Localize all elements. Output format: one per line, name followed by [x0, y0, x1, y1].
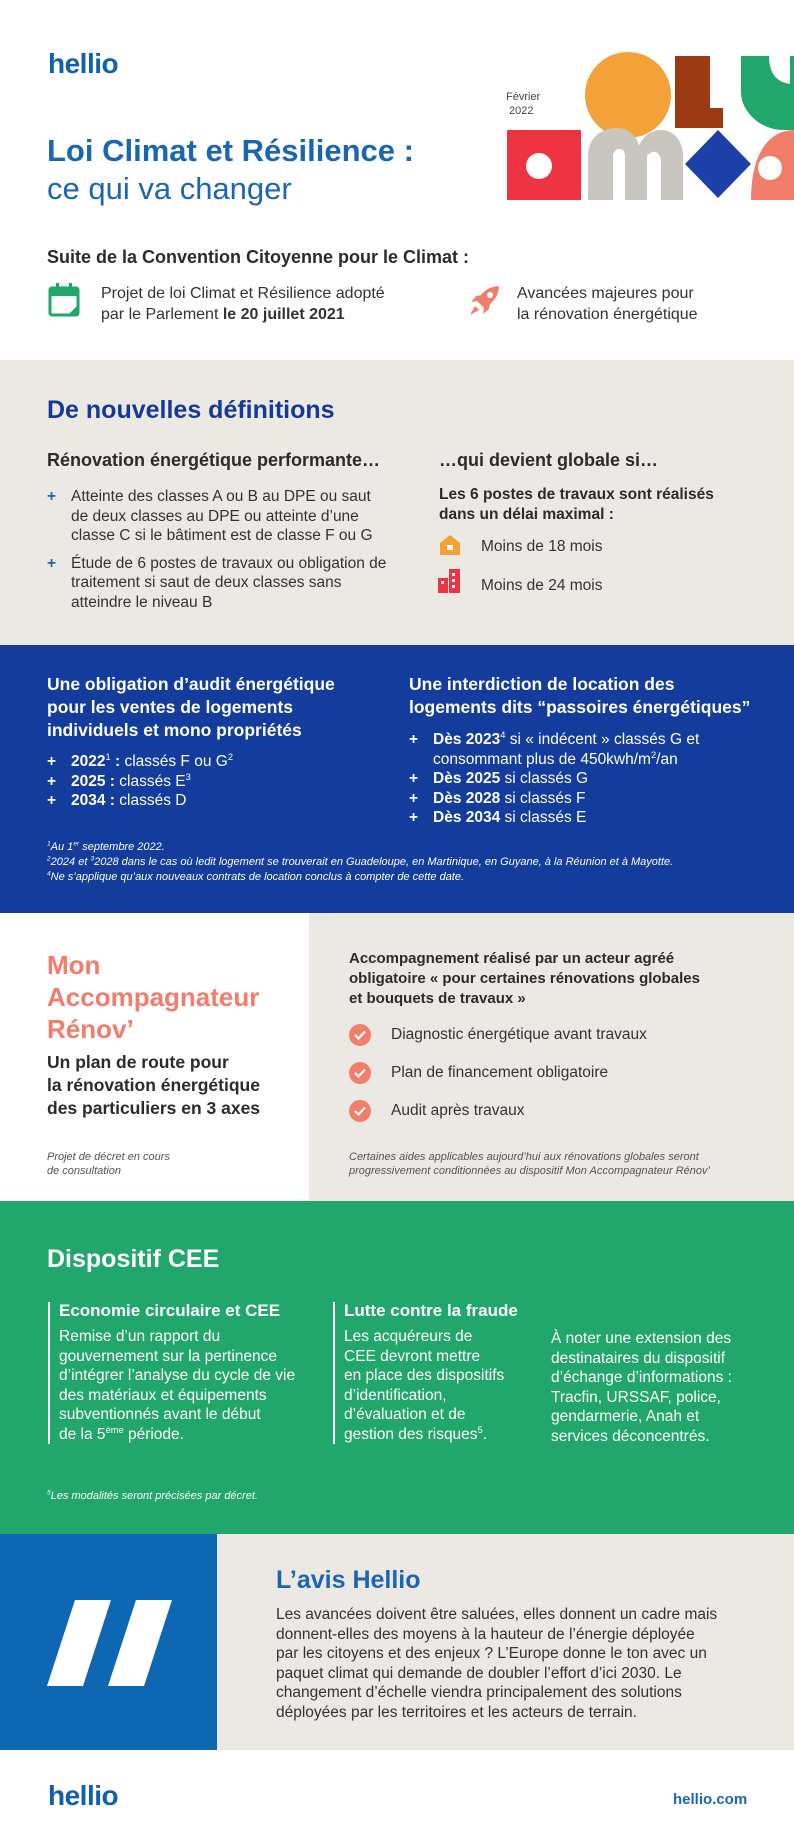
list-item: + $2022^1$ : classés F ou $G^2$	[47, 752, 233, 772]
audit-section	[0, 645, 794, 913]
intro-item2-line2: la rénovation énergétique	[517, 306, 698, 323]
check-icon	[349, 1062, 371, 1084]
quote-mark-icon	[47, 1600, 172, 1686]
white-dot-shape	[526, 153, 552, 179]
avis-section	[217, 1534, 794, 1750]
cee-col1-text: Remise d’un rapport du gouvernement sur la pertinence d’intégrer l’analyse du cycle de vie des matériaux et équipements subventionnés avant le début de la 5ème période.	[59, 1328, 296, 1443]
check-item: Audit après travaux	[349, 1092, 647, 1130]
list-item: + Étude de 6 postes de travaux ou obligation de traitement si saut de deux classes sans atteindre le niveau B	[47, 554, 387, 613]
option-24-months: Moins de 24 mois	[481, 577, 603, 594]
cee-col2-heading: Lutte contre la fraude	[344, 1301, 518, 1320]
house-icon	[439, 534, 461, 556]
website-link[interactable]: hellio.com	[673, 1791, 748, 1808]
cee-col-circular	[59, 1301, 319, 1444]
audit-footnotes	[47, 840, 673, 885]
check-icon	[349, 1100, 371, 1122]
accompagnateur-left	[0, 913, 309, 1201]
geometric-shapes-illustration	[505, 52, 794, 202]
cee-col1-heading: Economie circulaire et CEE	[59, 1301, 281, 1320]
intro-item-adoption	[101, 283, 385, 325]
intro-item-renovation	[517, 283, 698, 325]
page-title: Loi Climat et Résilience :	[47, 133, 414, 168]
green-v-shape	[741, 56, 794, 130]
check-item: Plan de financement obligatoire	[349, 1054, 647, 1092]
brown-l-shape	[675, 56, 723, 128]
calendar-icon	[48, 283, 82, 319]
cee-divider-1	[48, 1302, 50, 1444]
cee-footnote: $^5$Les modalités seront précisées par décret.	[47, 1489, 258, 1502]
white-dot-shape-2	[758, 156, 782, 180]
list-item: + 2025 : classés $E^3$	[47, 772, 233, 792]
footnote-4: $^4$Ne s’applique qu’aux nouveaux contrats de location conclus à compter de cette date.	[47, 870, 465, 883]
rocket-icon	[468, 284, 502, 318]
page-subtitle: ce qui va changer	[47, 171, 292, 206]
avis-quote-panel	[0, 1534, 217, 1750]
intro-item1-line2: par le Parlement le 20 juillet 2021	[101, 306, 345, 323]
option-18-months: Moins de 18 mois	[481, 538, 603, 555]
cee-col-fraud	[344, 1301, 544, 1444]
cee-col2-text: Les acquéreurs de CEE devront mettre en place des dispositifs d’identification, d’évaluation et de gestion des risques$^5$.	[344, 1328, 505, 1443]
definitions-left-heading: Rénovation énergétique performante…	[47, 450, 381, 470]
accompagnateur-subtitle: Un plan de route pour la rénovation énergétique des particuliers en 3 axes	[47, 1052, 261, 1118]
intro-item1-line1: Projet de loi Climat et Résilience adopté	[101, 285, 385, 302]
avis-text: Les avancées doivent être saluées, elles donnent un cadre mais donnent-elles des moyens à la hauteur de l’énergie déployée par les citoyens et des enjeux ? L’Europe donne le ton avec un paquet climat qui demande de doubler l’effort d’ici 2030. Le changement d’échelle viendra principalement des solutions déployées par les territoires et les acteurs de terrain.	[276, 1606, 718, 1721]
definitions-left-list	[47, 487, 387, 620]
definitions-right-intro: Les 6 postes de travaux sont réalisés dans un délai maximal :	[439, 486, 714, 523]
accompagnateur-note: Projet de décret en cours de consultation	[47, 1151, 170, 1177]
footnote-2: $^2$2024 et $^3$2028 dans le cas où ledit logement se trouverait en Guadeloupe, en Martinique, en Guyane, à la Réunion et à Mayotte.	[47, 855, 674, 868]
audit-left-heading: Une obligation d’audit énergétique pour les ventes de logements individuels et mono propriétés	[47, 674, 335, 740]
orange-circle-shape	[585, 52, 671, 138]
date-month: Février	[506, 91, 541, 103]
blue-diamond-shape	[685, 130, 751, 198]
intro-item2-line1: Avancées majeures pour	[517, 285, 694, 302]
list-item: + Dès 2034 si classés E	[409, 808, 699, 828]
definitions-section	[0, 360, 794, 645]
accompagnateur-right-note: Certaines aides applicables aujourd’hui aux rénovations globales seront progressivement conditionnées au dispositif Mon Accompagnateur Rénov’	[349, 1151, 710, 1177]
audit-right-heading: Une interdiction de location des logements dits “passoires énergétiques”	[409, 674, 751, 717]
cee-title: Dispositif CEE	[47, 1245, 220, 1273]
accompagnateur-title: Mon Accompagnateur Rénov’	[47, 950, 260, 1044]
list-item: + 2034 : classés D	[47, 791, 233, 811]
cee-section	[0, 1201, 794, 1534]
intro-heading: Suite de la Convention Citoyenne pour le Climat :	[47, 247, 470, 267]
date-year: 2022	[509, 105, 534, 117]
accompagnateur-right-heading: Accompagnement réalisé par un acteur agréé obligatoire « pour certaines rénovations globales et bouquets de travaux »	[349, 950, 700, 1007]
footnote-1: $^1$Au 1er septembre 2022.	[47, 840, 165, 853]
accompagnateur-checklist	[349, 1016, 647, 1130]
accompagnateur-right	[309, 913, 794, 1201]
cee-divider-2	[333, 1302, 335, 1444]
list-item: + Dès 2025 si classés G	[409, 769, 699, 789]
list-item: + Atteinte des classes A ou B au DPE ou saut de deux classes au DPE ou atteinte d’une classe C si le bâtiment est de classe F ou G	[47, 487, 387, 546]
list-item: + Dès 2023$^4$ si « indécent » classés G et consommant plus de $450kwh/m^2/an$	[409, 730, 699, 769]
footer-logo[interactable]: hellio	[48, 1780, 119, 1811]
building-icon	[437, 568, 461, 594]
list-item: + Dès 2028 si classés F	[409, 789, 699, 809]
avis-title: L’avis Hellio	[276, 1566, 421, 1594]
audit-left-list	[47, 752, 233, 811]
cee-col-extension: À noter une extension des destinataires du dispositif d’échange d’informations : Tracfin, URSSAF, police, gendarmerie, Anah et services déconcentrés.	[551, 1330, 732, 1445]
audit-right-list	[409, 730, 699, 828]
check-item: Diagnostic énergétique avant travaux	[349, 1016, 647, 1054]
definitions-right-heading: …qui devient globale si…	[439, 450, 659, 470]
header-logo[interactable]: hellio	[48, 48, 119, 79]
grey-arches-shape	[588, 128, 683, 200]
definitions-title: De nouvelles définitions	[47, 396, 335, 424]
check-icon	[349, 1024, 371, 1046]
